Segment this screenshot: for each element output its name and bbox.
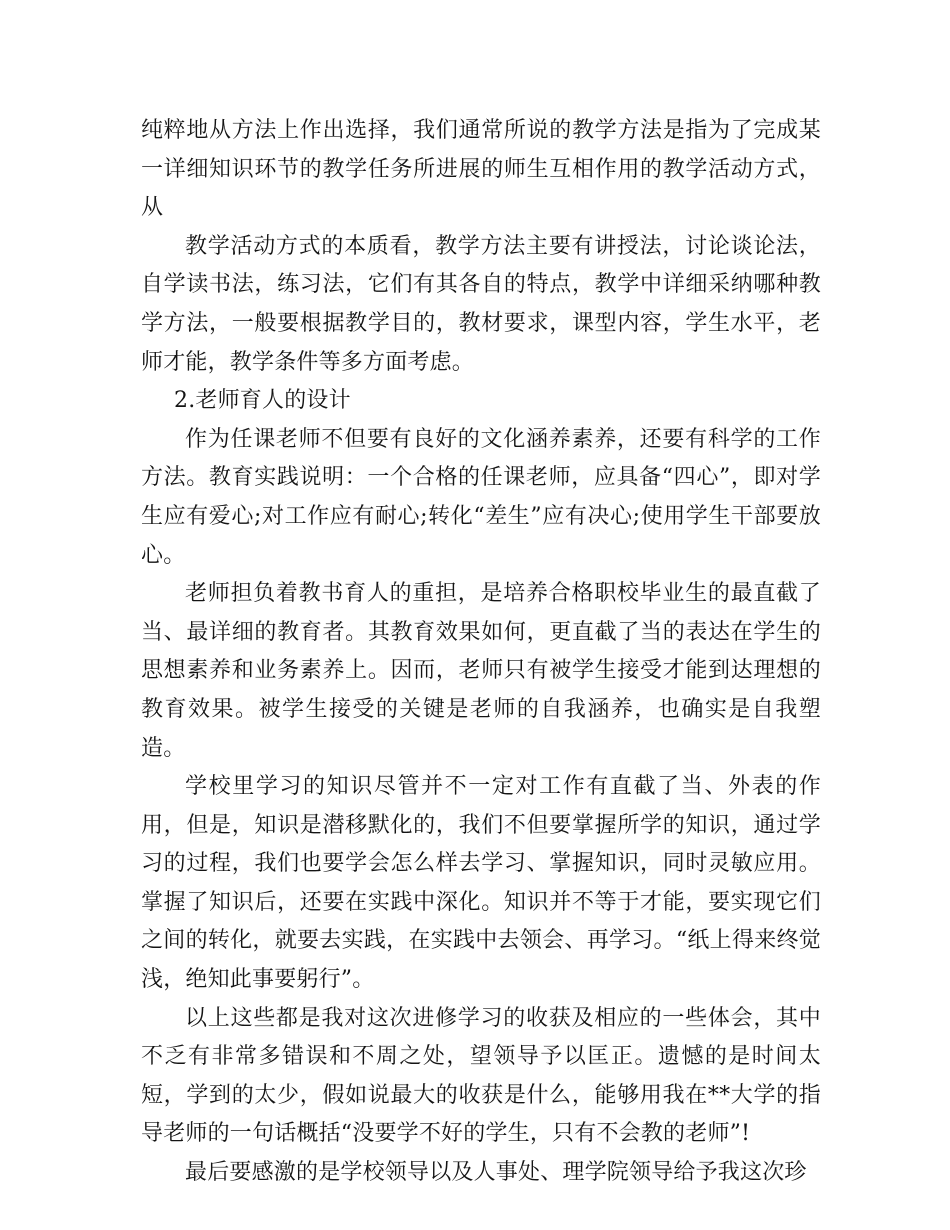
section-heading-teacher-education-design: 2.老师育人的设计 — [174, 388, 351, 414]
document-body — [141, 112, 821, 1193]
paragraph-acknowledgement: 最后要感激的是学校领导以及人事处、理学院领导给予我这次珍 — [185, 1160, 807, 1186]
paragraph-four-hearts: 作为任课老师不但要有良好的文化涵养素养，还要有科学的工作方法。教育实践说明：一个合格的任课老师，应具备“四心”，即对学生应有爱心;对工作应有耐心;转化“差生”应有决心;使用学生干部要放心。 — [141, 426, 821, 568]
paragraph-methods-continued: 纯粹地从方法上作出选择，我们通常所说的教学方法是指为了完成某一详细知识环节的教学任务所进展的师生互相作用的教学活动方式，从 — [141, 118, 821, 221]
paragraph-teacher-role: 老师担负着教书育人的重担，是培养合格职校毕业生的最直截了当、最详细的教育者。其教育效果如何，更直截了当的表达在学生的思想素养和业务素养上。因而，老师只有被学生接受才能到达理想的教育效果。被学生接受的关键是老师的自我涵养，也确实是自我塑造。 — [141, 581, 821, 761]
paragraph-teaching-methods: 教学活动方式的本质看，教学方法主要有讲授法，讨论谈论法，自学读书法，练习法，它们有其各自的特点，教学中详细采纳哪种教学方法，一般要根据教学目的，教材要求，课型内容，学生水平，老师才能，教学条件等多方面考虑。 — [141, 233, 821, 375]
paragraph-reflection: 以上这些都是我对这次进修学习的收获及相应的一些体会，其中不乏有非常多错误和不周之处，望领导予以匡正。遗憾的是时间太短，学到的太少，假如说最大的收获是什么，能够用我在**大学的指导老师的一句话概括“没要学不好的学生，只有不会教的老师”! — [141, 1005, 821, 1147]
paragraph-knowledge-practice: 学校里学习的知识尽管并不一定对工作有直截了当、外表的作用，但是，知识是潜移默化的，我们不但要掌握所学的知识，通过学习的过程，我们也要学会怎么样去学习、掌握知识，同时灵敏应用。掌握了知识后，还要在实践中深化。知识并不等于才能，要实现它们之间的转化，就要去实践，在实践中去领会、再学习。“纸上得来终觉浅，绝知此事要躬行”。 — [141, 774, 821, 993]
